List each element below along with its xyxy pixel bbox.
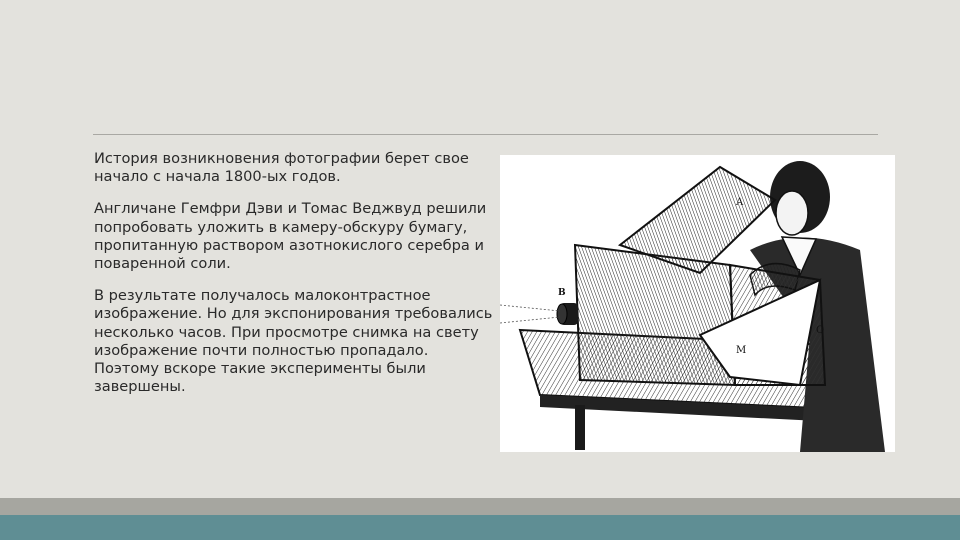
body-text — [94, 150, 494, 410]
label-lens: B — [558, 288, 566, 298]
label-mirror: M — [736, 345, 747, 356]
title-divider — [93, 134, 878, 135]
footer-band-teal — [0, 515, 960, 540]
footer-band-gray — [0, 498, 960, 515]
label-side: O — [816, 325, 825, 336]
camera-obscura-engraving — [500, 155, 895, 452]
engraving-drawing — [500, 155, 895, 452]
label-lid: A — [736, 197, 744, 208]
paragraph-davy-wedgwood: Англичане Гемфри Дэви и Томас Веджвуд решили попробовать уложить в камеру-обскуру бумагу, пропитанную раствором азотнокислого серебра и поваренной соли. — [94, 200, 487, 273]
paragraph-result: В результате получалось малоконтрастное изображение. Но для экспонирования требовались несколько часов. При просмотре снимка на свету изображение почти полностью пропадало. Поэтому вскоре такие эксперименты были завершены. — [94, 287, 493, 396]
paragraph-history-origin: История возникновения фотографии берет свое начало с начала 1800-ых годов. — [94, 150, 469, 186]
